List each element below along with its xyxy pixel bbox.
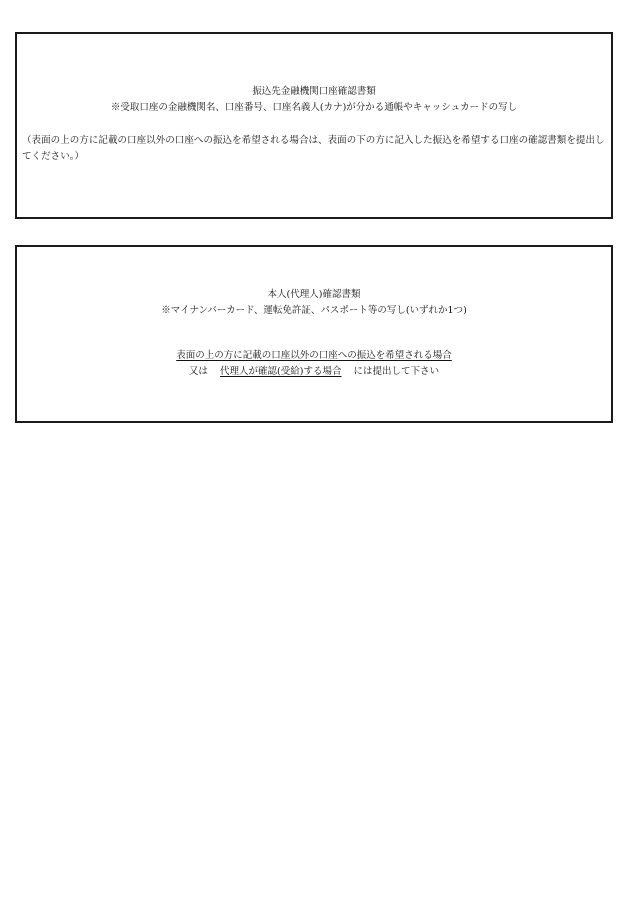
submission-condition-1 <box>17 348 611 364</box>
bank-account-document-box <box>15 32 613 219</box>
condition-or-text: 又は <box>188 366 208 377</box>
bank-document-description: ※受取口座の金融機関名、口座番号、口座名義人(カナ)が分かる通帳やキャッシュカードの写し <box>110 102 518 113</box>
bank-document-title: 振込先金融機関口座確認書類 <box>252 86 376 97</box>
condition-other-account: 表面の上の方に記載の口座以外の口座への振込を希望される場合 <box>176 350 452 361</box>
condition-submit-text: には提出して下さい <box>353 366 440 377</box>
identity-document-title: 本人(代理人)確認書類 <box>267 289 361 300</box>
bank-document-note: （表面の上の方に記載の口座以外の口座への振込を希望される場合は、表面の下の方に記入した振込を希望する口座の確認書類を提出してください。） <box>22 135 605 162</box>
submission-condition-2 <box>17 364 611 380</box>
identity-document-box <box>15 245 613 423</box>
condition-proxy: 代理人が確認(受給)する場合 <box>220 366 342 377</box>
identity-document-description: ※マイナンバーカード、運転免許証、パスポート等の写し(いずれか1つ) <box>161 305 467 316</box>
